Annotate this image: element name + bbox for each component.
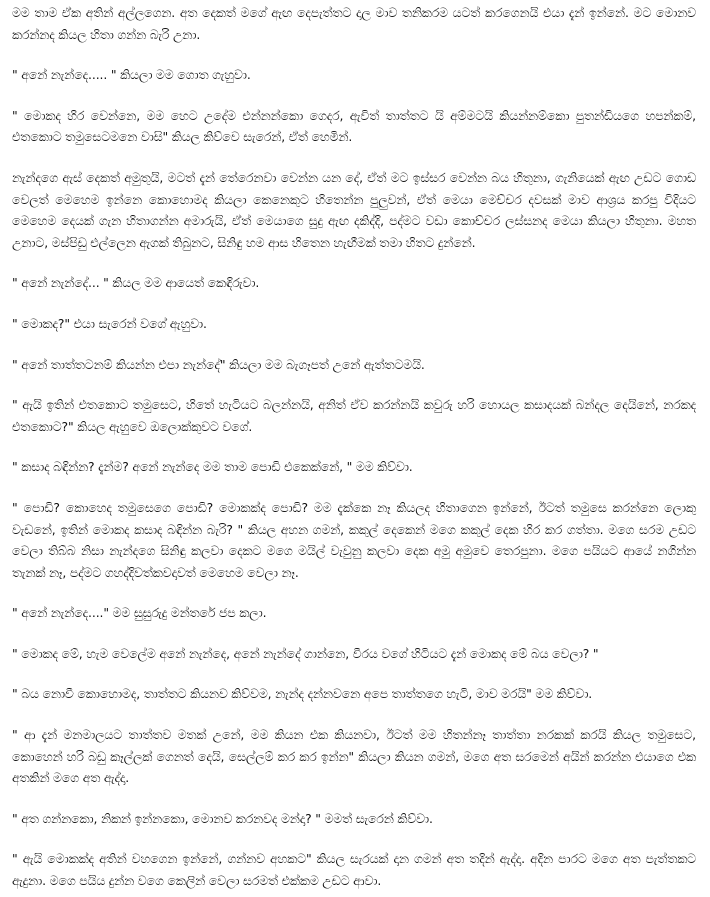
paragraph-14: " ආ දැන් මනමාලයට තාත්තව මතක් උනේ, මම කියන එක කියනවා, ඊටත් මම හිතන්නෑ තාත්තා නරකක් කරයි කියල තමුසෙට, කොහෙන් හරි බඩු කෑල්ලක් ගෙනත් දෙයි, සෙල්ලම් කර කර ඉන්න" කියලා කියන ගමන්, මගෙ අත සරමෙන් අයින් කරන්න එයාගෙ එක අතකින් මගෙ අත ඇද්දා. — [12, 727, 696, 786]
paragraph-3: " මොකද හිර වෙන්නෙ, මම හෙට උදේම එන්නන්කො ගෙදර, ඇවිත් තාත්තට යි අම්මටයි කියන්නම්කො පුතන්ඩියගෙ හපන්කම්, එතකොට තමුසෙටමනෙ වාසි" කියල කිව්වෙ සැරෙන්, ඒත් හෙමින්. — [12, 107, 696, 145]
paragraph-13: " බය නොවී කොහොමද, තාත්තට කියනව කිව්වම, නැන්ද දන්නවනෙ අපෙ තාත්තගෙ හැටි, මාව මරයි" මම කිව්වා. — [12, 686, 593, 702]
paragraph-8: " ඇයි ඉතින් එතකොට තමුසෙට, හිතේ හැටියට බලන්නයි, අනිත් ඒව කරන්නයි කවුරු හරි හොයල කසාදයක් බන්දල දෙයිනේ, නරකද එතකොට?" කියල ඇහුවෙ ඔලොක්කුවට වගේ. — [12, 397, 696, 434]
paragraph-16: " ඇයි මොකක්ද අතින් වහගෙන ඉන්නේ, ගන්නව අහකට" කියල සැරයක් දාන ගමන් අත තදින් ඇද්දා. අදින පාරට මගෙ අත පැත්තකට ඇදුනා. මගෙ පයිය දුන්න වගෙ කෙලින් වෙලා සරමත් එක්කම උඩට ආවා. — [12, 851, 696, 889]
paragraph-12: " මොකද මේ, හැම වෙලේම අනේ නැන්දෙ, අනේ නැන්දේ ගාන්නෙ, වීරය වගේ හිටියට දැන් මොකද මේ බය වෙලා? " — [12, 645, 599, 661]
paragraph-5: " අනේ නැන්දේ... " කියල මම ආයෙත් කෙඳිරුවා. — [12, 275, 260, 291]
paragraph-2: " අනේ නැන්දෙ..... " කියලා මම ගොත ගැහුවා. — [12, 67, 251, 83]
paragraph-11: " අනේ නැන්දෙ...." මම සුසුරුදු මන්තරේ ජප කලා. — [12, 605, 267, 621]
paragraph-4: නැන්දගෙ ඇස් දෙකත් අමුතුයි, මටත් දැන් තේරෙනවා වෙන්න යන දේ, ඒත් මට ඉස්සර වෙන්න බය හිතුනා, ගැනියෙක් ඇඟ උඩට ගොඩ වෙලත් මෙහෙම ඉන්නෙ කොහොමද කියලා කෙනෙකුට හිතෙන්න පුලුවන්, ඒත් මෙයා මෙච්චර දවසක් මාව ආශ්‍රය කරපු විදියට මෙහෙම දෙයක් ගැන හිතාගන්න අමාරුයි, ඒත් මෙයාගෙ සුදු ඇඟ දකිද්දි, පද්මට වඩා කොච්චර ලස්සනද මෙයා කියලා හිතුනා. මහත උනාට, මස්පිඩු එල්ලෙන ඇගක් තිබුනට, සිනිඳු හම ආස හිතෙන හැඟීමක් තමා හිතට දුන්නේ. — [12, 169, 696, 250]
paragraph-7: " අනේ තාත්තටනම් කියන්න එපා නැන්දේ" කියලා මම බැගෑපත් උනේ ඇත්තටමයි. — [12, 356, 425, 372]
paragraph-1: මම තාම ඒක අතින් අල්ලගෙන. අත දෙකත් මගේ ඇඟ දෙපැත්තට දාල මාව තනිකරම යටත් කරගෙනයි එයා දැන් ඉන්නේ. මට මොනව කරන්නද කියල හිතා ගන්න බැරි උනා. — [12, 5, 696, 42]
paragraph-9: " කසාද බඳින්න? දැන්ම? අනේ නැන්දෙ මම තාම පොඩි එකෙක්නේ, " මම කිව්වා. — [12, 459, 413, 475]
paragraph-15: " අත ගන්නකො, නිකන් ඉන්නකො, මොනව කරනවද මන්දා? " මමත් සැරෙන් කිව්වා. — [12, 810, 433, 826]
paragraph-10: " පොඩි? කොහෙද තමුසෙගෙ පොඩි? මොකක්ද පොඩි? මම දැක්කෙ නෑ කියලද හිතාගෙන ඉන්නේ, ඊටත් තමුසෙ කරන්නෙ ලොකු වැඩනේ, ඉතින් මොකද කසාද බඳින්න බැරි? " කියල අහන ගමන්, කකුල් දෙකෙන් මගෙ කකුල් දෙක හිර කර ගත්තා. මගෙ සරම උඩට වෙලා තිබ්බ නිසා නැන්දගෙ සිනිඳු කලවා දෙකට මගෙ මයිල් වැවුනු කලවා දෙක අමු අමුවෙ තෙරපුනා. මගෙ පයියට ආයේ නගින්න තැනක් නෑ, පද්මට ගහද්දිවත්කවදාවත් මෙහෙම වෙලා නෑ. — [12, 499, 696, 580]
paragraph-6: " මොකද?" එයා සැරෙන් වගේ ඇහුවා. — [12, 315, 207, 331]
